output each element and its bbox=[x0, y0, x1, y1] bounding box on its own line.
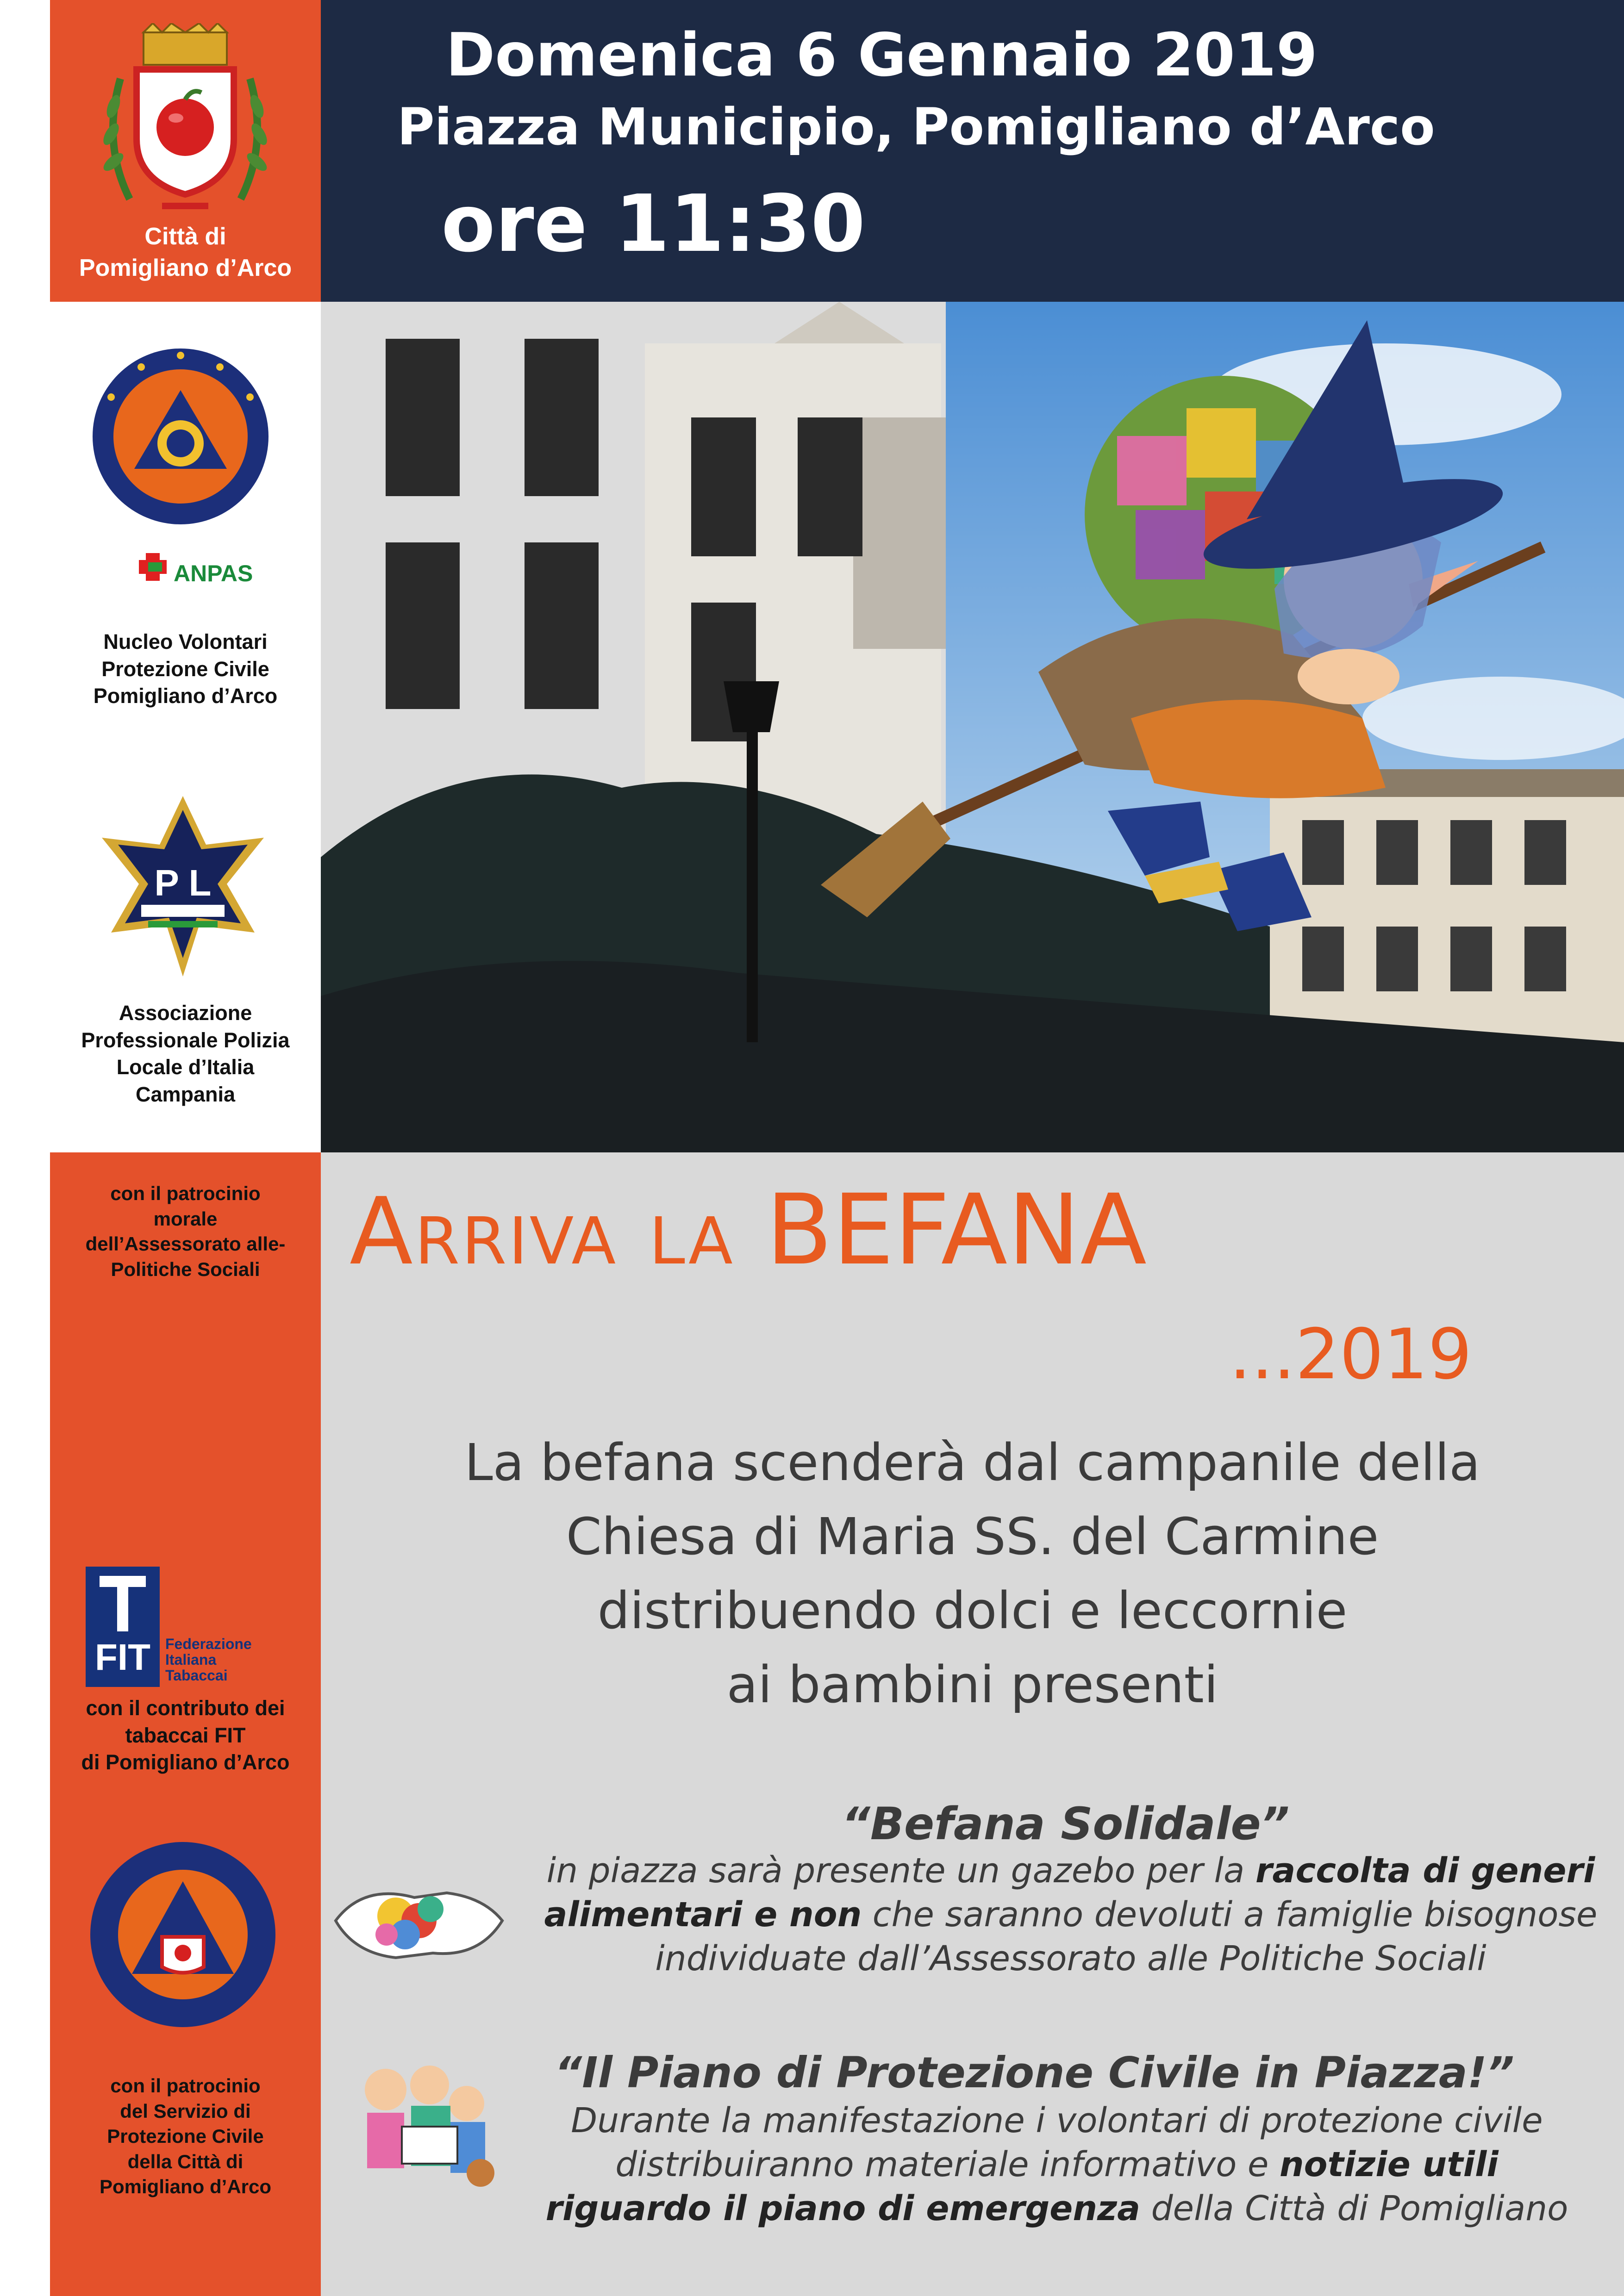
piano-title: “Il Piano di Protezione Civile in Piazza!” bbox=[555, 2048, 1515, 2097]
solidale-body: in piazza sarà presente un gazebo per la raccolta di generi alimentari e non che saranno devoluti a famiglie bisognose individuate dall’Assessorato alle Politiche Sociali bbox=[544, 1851, 1598, 1979]
event-time: ore 11:30 bbox=[441, 178, 866, 270]
svg-text:P L: P L bbox=[154, 862, 212, 903]
event-description: La befana scenderà dal campanile della Chiesa di Maria SS. del Carmine distribuendo dolci e leccornie ai bambini presenti bbox=[464, 1433, 1480, 1714]
nucleo-caption: Nucleo Volontari Protezione Civile Pomigliano d’Arco bbox=[93, 630, 278, 708]
nucleo-volontari-logo bbox=[90, 346, 271, 527]
solidale-title: “Befana Solidale” bbox=[842, 1798, 1290, 1850]
event-date: Domenica 6 Gennaio 2019 bbox=[446, 21, 1318, 90]
main-title: Arriva la BEFANA bbox=[350, 1173, 1147, 1287]
left-white-stripe bbox=[0, 0, 50, 2296]
patrocinio-morale-caption: con il patrocinio morale dell’Assessorato alle- Politiche Sociali bbox=[85, 1182, 286, 1280]
polizia-caption: Associazione Professionale Polizia Locale d’Italia Campania bbox=[81, 1001, 290, 1106]
volunteers-illustration-icon bbox=[342, 2057, 504, 2196]
city-caption: Città di Pomigliano d’Arco bbox=[79, 223, 292, 281]
servizio-protezione-civile-logo bbox=[88, 1840, 278, 2029]
befana-photo bbox=[321, 302, 1624, 1152]
fit-caption: con il contributo dei tabaccai FIT di Pomigliano d’Arco bbox=[81, 1696, 290, 1774]
main-content bbox=[321, 1152, 1624, 2296]
main-year: ...2019 bbox=[1229, 1314, 1472, 1395]
city-crest-logo bbox=[93, 23, 278, 218]
anpas-logo: ANPAS bbox=[134, 544, 245, 604]
event-location: Piazza Municipio, Pomigliano d’Arco bbox=[397, 97, 1435, 156]
servizio-caption: con il patrocinio del Servizio di Protezione Civile della Città di Pomigliano d’Arco bbox=[99, 2075, 272, 2198]
fit-logo: FIT Federazione Italiana Tabaccai bbox=[86, 1567, 280, 1687]
polizia-locale-logo bbox=[88, 794, 278, 979]
header-banner bbox=[321, 0, 1624, 302]
piano-body: Durante la manifestazione i volontari di protezione civile distribuiranno materiale informativo e notizie utili riguardo il piano di emergenza della Città di Pomigliano bbox=[545, 2101, 1568, 2228]
handshake-icon bbox=[326, 1865, 512, 1976]
